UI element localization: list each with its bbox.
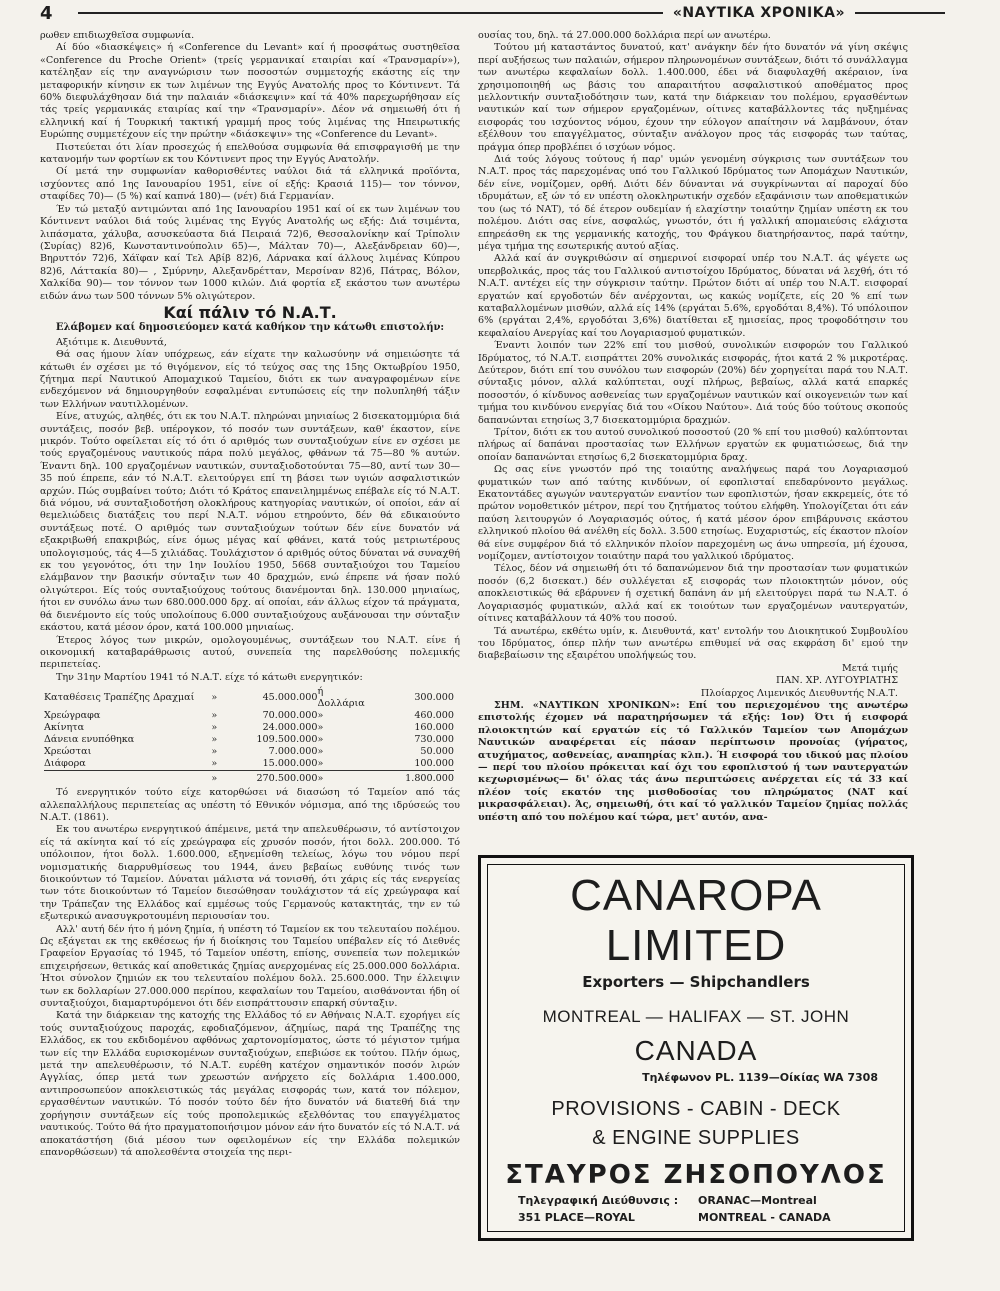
intro-paragraph: ρωθεν επιδιωχθεϊσα συμφωνία. <box>40 30 195 41</box>
body-paragraph: Κατά την διάρκειαν της κατοχής της Ελλάδος τό εν Αθήναις Ν.Α.Τ. εχορήγει είς τούς συνταξιούχους παροχάς, εφοδιαζόμενον, άζημίως, παρά της Τραπέζης της Ελλάδος, εκ του εκδιδομένου αφθόνως χαρτονομίσματος, ώστε τό μέγιστον τμήμα των είς την Ελλάδα ευρισκομένων συνταξιούχων, επεβιώσε εκ τούτου. Πλήν όμως, μετά την απελευθέρωσιν, τό Ν.Α.Τ. ευρέθη κατέχον σημαντικόν ποσόν λιρών Αγγλίας, όπερ μετά των χρεωστών ανήρχετο είς δολλάρια 1.400.000, αντιπροσωπεύον αποκλειστικώς τάς μεγάλας εισφοράς των, κατά τον πόλεμον, εργασθέντων ναυτικών. Τό ποσόν τούτο δέν ήτο δυνατόν νά διατεθή διά την χορήγησιν συντάξεων είς τούς προπολεμικώς εξελθόντας του επαγγέλματος ναυτικούς. Τούτο θά ήτο πραγματοποιήσιμον μόνον εάν ήτο δυνατόν είς τό Ν.Α.Τ. νά αποκατάστήση (διά μέσου των οφειλομένων είς την Ελλάδα πολεμικών επανορθώσεων) τά απολεσθέντα στοιχεία της περι- <box>40 1010 460 1158</box>
intro-paragraph: Αί δύο «διασκέψεις» ή «Conference du Levant» καί ή προσφάτως συστηθεϊσα «Conference du Proche Orient» (τρείς γερμανικαί εταιρίαι καί «Τρανσμαρίν»), κατέληξαν είς την αναγνώρισιν των ποσοστών συμμετοχής εκάστης είς την μεταφορικήν κίνησιν εκ των λιμένων της Εγγύς Ανατολής προς το Κόντινεντ. Τά 60% διεφυλάχθησαν διά την παλαιάν «διάσκεψιν» καί τά 40% παρεχωρήθησαν είς τάς τρείς γερμανικάς εταιρίας καί την «Τρανσμαρίν». Δέον νά σημειωθή ότι ή ελληνική καί ή Τουρκική τακτική γραμμή προς τούς λιμένας της Ηπειρωτικής Ευρώπης συμμετέχουν είς την πρώτην «διάσκεψιν» της «Conference du Levant». <box>40 42 460 141</box>
signer-name: ΠΑΝ. ΧΡ. ΛΥΓΟΥΡΙΑΤΗΣ <box>775 675 898 687</box>
table-row: Καταθέσεις Τραπέζης Δραχμαί » 45.000.000 ή Δολλάρια 300.000 <box>44 686 454 710</box>
intro-paragraph: Έν τώ μεταξύ αντιμώνται από 1ης Ιανουαρίου 1951 καί οί εκ των λιμένων του Κόντινεντ ναύλοι διά τούς λιμένας της Εγγύς Ανατολής ως εξής: Διά τσιμέντα, λιπάσματα, χάλυβα, ασυσκεύαστα διά Πειραιά 72)6, Θεσσαλονίκην καί Τρίπολιν (Συρίας) 82)6, Κωνσταντινούπολιν 65)—, Μάλταν 70)—, Αλεξάνδρειαν 60)—, Βηρυττόν 72)6, Χάϊφαν καί Τελ Αβίβ 82)6, Λάρνακα καί άλλους λιμένας Κύπρου 82)6, Λάττακία 80)— , Σμύρνην, Αλεξανδρέτταν, Μερσίναν 82)6, Πάτρας, Βόλον, Χαλκίδα 90)— τον τόννον των 1000 κιλών. Διά φορτία εξ εκάστου των ανωτέρω ειδών άνω των 500 τόννων 5% ολιγώτερον. <box>40 203 460 302</box>
ad-telegraph <box>518 1194 904 1207</box>
ad-owner: ΣΤΑΥΡΟΣ ΖΗΣΟΠΟΥΛΟΣ <box>505 1160 887 1190</box>
editor-note: ΣΗΜ. «ΝΑΥΤΙΚΩΝ ΧΡΟΝΙΚΩΝ»: Επί του περιεχομένου της ανωτέρω επιστολής έχομεν νά παρατηρήσωμεν τά εξής: 1ον) Ότι ή εισφορά πλοιοκτητών καί εργατών είς τό Γαλλικόν Ταμείον των Απομάχων Ναυτικών αναφέρεται είς πάσαν περίπτωσιν προνοίας (γήρατος, ατυχήματος, ασθενείας, αναπηρίας κλπ.). Ή εισφορά του ιδικού μας πλοίου — περί του πλοίου πρόκειται καί όχι του εφοπλιστού ή των ναυτεργατών κεχωρισμένως— δι' όλας τάς άνω περιπτώσεις ανέρχεται είς τά 33 καί πλέον τοίς εκατόν της μισθοδοσίας του πληρώματος (ΝΑΤ καί μικρασφάλειαι). Άς, σημειωθή, ότι καί τό γαλλικόν Ταμείον ζημίας πολλάς υπέστη από του πολέμου καί τώρα, μετ' αυτόν, ανα- <box>478 699 908 823</box>
body-paragraph: Τούτου μή καταστάντος δυνατού, κατ' ανάγκην δέν ήτο δυνατόν νά γίνη σκέψις περί αυξήσεως των παλαιών, σήμερον πληρωνομένων συντάξεων, διότι τό συνάλλαγμα των ανωτέρω κεφαλαίων δολλ. 1.400.000, έδει νά διαφυλαχθή ακέραιον, ίνα χρησιμοποιηθή ως βάσις του απαραιτήτου ασφαλιστικού αποθέματος προς μελλοντικήν συνταξιοδότησιν των, κατά την διάρκειαν του πολέμου, εργασθέντων ναυτικών καί των σήμερον εργαζομένων, οίτινες καταβάλλοντες τάς ηυξημένας εισφοράς του ισχύοντος νόμου, έχουν την εύλογον απαίτησιν νά λαμβάνουν, όταν εξέλθουν του επαγγέλματος, σύνταξιν ανάλογον προς τάς εισφοράς των ταύτας, πράγμα όπερ προβλέπει ό ισχύων νόμος. <box>478 42 908 153</box>
body-paragraph: Εκ του ανωτέρω ενεργητικού άπέμεινε, μετά την απελευθέρωσιν, τό αντίστοιχον είς τά ακίνητα καί τό είς χρεώγραφα είς χρυσόν ποσόν, ήτοι δολλ. 200.000. Τό υπόλοιπον, ήτοι δολλ. 1.600.000, εξηνεμίσθη τελείως, λόγω του νόμου περί νομισματικής διαρρυθμίσεως του 1944, άνευ βεβαίως ευθύνης τινός των διοικούντων τό Ταμείον. Δύναται μάλιστα νά τονισθή, ότι χάρις είς τάς ενεργείας των τότε διοικούντων τό Ταμείον διεσώθησαν τουλάχιστον τά είς χρεώγραφα καί την Τράπεζαν της Ελλάδος καί εμμέσως τούς Γερμανούς κατακτητάς, την εν τώ εξωτερικώ ανασυγκροτουμένη περιουσίαν του. <box>40 824 460 923</box>
canaropa-advertisement <box>478 855 914 1241</box>
body-paragraph: Είνε, ατυχώς, αληθές, ότι εκ του Ν.Α.Τ. πληρώναι μηνιαίως 2 δισεκατομμύρια διά συντάξεις, ποσόν βεβ. υπέρογκον, τό ποσόν των συντάξεων, καθ' έκαστον, είνε μικρόν. Τούτο οφείλεται είς τό ότι ό αριθμός των συνταξιούχων είνε εν σχέσει με τούς εργαζομένους ναυτικούς πάρα πολύ μεγάλος, φθάνων τά 75—80 % αυτών. Έναντι δηλ. 100 εργαζομένων ναυτικών, συνταξιοδοτούνται 75—80, αντί των 30—35 πού έπρεπε, εάν τό Ν.Α.Τ. ελειτούργει επί τη βάσει των υγιών ασφαλιστικών αρχών. Πώς συμβαίνει τούτο; Διότι τό Κράτος επανειλημμένως επέβαλε είς τό Ν.Α.Τ. διά νόμου, νά συνταξιοδοτήση ολοκλήρους κατηγορίας ναυτικών, οί οποίοι, εάν αί θεμελιώδεις διατάξεις του περί Ν.Α.Τ. νόμου ετηρούντο, δέν θά εδικαιούντο συντάξεως ποτέ. Ο αριθμός των συνταξιούχων τούτων δέν είνε δυνατόν νά εξακριβωθή επακριβώς, είνε όμως μέγας καί φθάνει, κατά τούς μετριωτέρους υπολογισμούς, τάς 4—5 χιλιάδας. Τουλάχιστον ό αριθμός ούτος δύναται νά συναχθή εκ του γεγονότος, ότι την 1ην Ιουλίου 1950, 5668 συνταξιούχοι του Ταμείου ελάμβανον την βασικήν σύνταξιν των 40 δραχμών, ενώ έπρεπε νά ήσαν πολύ ολιγώτεροι. Είς τούς συνταξιούχους τούτους διανέμονται δηλ. 130.000 μηνιαίως, ήτοι εν συνόλω άνω των 680.000.000 δρχ. αί οποίαι, εάν άλλως είχον τά πράγματα, θά διενέμοντο είς τούς υπολοίπους 6.000 συνταξιούχους αυξάνουσαι την σύνταξιν εκάστου, κατά μέσον όρον, κατά 100.000 μηνιαίως. <box>40 411 460 634</box>
header-rule-right <box>855 12 945 14</box>
body-paragraph: Θά σας ήμουν λίαν υπόχρεως, εάν είχατε την καλωσύνην νά σημειώσητε τά κάτωθι έν σχέσει με τό θιγόμενον, είς τό τεύχος σας της 15ης Οκτωβρίου 1950, ζήτημα περί Ναυτικού Απομαχικού Ταμείου, διότι εκ των αναγραφομένων είνε ενδεχόμενον νά δημιουργηθούν εσφαλμέναι εντυπώσεις είς την πολυπληθή τάξιν των Ελλήνων ναυτιλλομένων. <box>40 349 460 410</box>
page-header <box>40 0 955 26</box>
ad-tagline: Exporters — Shipchandlers <box>582 973 810 991</box>
intro-paragraph: Οί μετά την συμφωνίαν καθορισθέντες ναύλοι διά τά ελληνικά προϊόντα, ισχύοντες από 1ης Ιανουαρίου 1951, είνε οί εξής: Κρασιά 115)— τον τόννον, σταφίδες 70)— (5 %) καί καπνά 180)— (νέτ) διά Γερμανίαν. <box>40 166 460 203</box>
header-rule <box>78 12 663 14</box>
body-paragraph: Τρίτον, διότι εκ του αυτού συνολικού ποσοστού (20 % επί του μισθού) καλύπτονται πλήρως αί δαπάναι προστασίας των Ελλήνων εργατών εκ φυματιώσεως, διά την οποίαν δαπανώνται ετησίως 6,2 δισεκατομμύρια δραχ. <box>478 427 908 463</box>
masthead: «ΝΑΥΤΙΚΑ ΧΡΟΝΙΚΑ» <box>672 5 845 21</box>
body-paragraph: Τό ενεργητικόν τούτο είχε κατορθώσει νά διασώση τό Ταμείον από τάς αλλεπαλλήλους περιπετείας ας υπέστη τό Εθνικόν νόμισμα, από της ιδρύσεώς του Ν.Α.Τ. (1861). <box>40 787 460 823</box>
body-paragraph: ουσίας του, δηλ. τά 27.000.000 δολλάρια περί ων ανωτέρω. <box>478 30 771 41</box>
closing: Μετά τιμής <box>841 662 898 674</box>
body-paragraph: Τά ανωτέρω, εκθέτω υμίν, κ. Διευθυντά, κατ' εντολήν του Διοικητικού Συμβουλίου του Ιδρύματος, όπερ πλήν των ανωτέρω επιθυμεί νά σας εκφράση δι' εμού την διαβεβαίωσιν της εξαιρέτου υπολήψεώς του. <box>478 625 908 662</box>
ad-telegraph-label: Τηλεγραφική Διεύθυνσις : <box>518 1194 679 1207</box>
ad-address-label: 351 PLACE—ROYAL <box>518 1211 635 1224</box>
body-paragraph: Ως σας είνε γνωστόν πρό της τοιαύτης αναλήψεως παρά του Λογαριασμού φυματικών των από ταύτης κινδύνων, οί εφοπλισταί επεδαρύνοντο μεγάλως. Εκατοντάδες αγωγών ναυτεργατών εναντίον των εφοπλιστών, ήσαν εκκρεμείς, ότε τό πρώτον νομοθετικόν μέτρον, περί του ζητήματος τούτου ελήφθη. Υπολογίζεται ότι εάν παύση λειτουργών ό Λογαριασμός ούτος, ή κατά μέσον όρον επιβάρυνσις εκάστου ελληνικού πλοίου θά ανέλθη είς δολλ. 3.500 ετησίως. Ευχαριστώς, είς έκαστον πλοίον θά είνε συμφέρον διά τό ελληνικόν πλοίον παρεχομένη ως άνω υπηρεσία, μή έχουσα, νομίζομεν, αντίστοιχον τοιαύτην παρά του γαλλικού ιδρύματος. <box>478 464 908 563</box>
ad-address-value: MONTREAL - CANADA <box>698 1211 831 1224</box>
body-paragraph: Την 31ην Μαρτίου 1941 τό Ν.Α.Τ. είχε τό κάτωθι ενεργητικόν: <box>56 671 363 683</box>
body-paragraph: Διά τούς λόγους τούτους ή παρ' υμών γενομένη σύγκρισις των συντάξεων του Ν.Α.Τ. προς τάς παρεχομένας υπό του Γαλλικού Ιδρύματος των Απομάχων Ναυτικών, δέν είνε, νομίζομεν, ορθή. Διότι δέν δύνανται νά συγκρίνωνται αί παροχαί δύο ιδρυμάτων, εξ ών τό εν υπέστη ολοκληρωτικήν σχεδόν εξαφάνισιν των αποθεματικών του (ως τό ΝΑΤ), τό δέ έτερον ουδεμίαν ή ελαχίστην τοιαύτην ζημίαν υπέστη εκ του πολέμου. Διότι σας είνε, ασφαλώς, γνωστόν, ότι ή γαλλική απομαιεύσις ελάχιστα επηρεάσθη εκ της γερμανικής κατοχής, του Φράγκου διατηρήσαντος, παρά ταύτην, μέγα τμήμα της εσωτερικής αυτού αξίας. <box>478 154 908 252</box>
right-column <box>478 30 908 824</box>
table-row: Χρεώσται » 7.000.000 » 50.000 <box>44 746 454 758</box>
section-title: Καί πάλιν τό Ν.Α.Τ. <box>163 302 337 322</box>
assets-table <box>44 686 454 785</box>
ad-frame <box>487 864 905 1232</box>
ad-cities: MONTREAL — HALIFAX — ST. JOHN <box>542 1007 850 1026</box>
body-paragraph: Έτερος λόγος των μικρών, ομολογουμένως, συντάξεων του Ν.Α.Τ. είνε ή οικονομική καταβαράθρωσις αυτού, συνεπεία της παρελθούσης πολεμικής περιπετείας. <box>40 634 460 671</box>
page-number: 4 <box>40 2 53 24</box>
body-paragraph: Αλλά καί άν συγκριθώσιν αί σημερινοί εισφοραί υπέρ του Ν.Α.Τ. άς ψέγετε ως υπερβολικάς, προς τάς του Γαλλικού αντιστοίχου Ιδρύματος, δύναται νά λεχθή, ότι τό Ν.Α.Τ. αντέχει είς την σύγκρισιν ταύτην. Πρώτον διότι αί υπέρ του Ν.Α.Τ. εισφοραί εργατών καί εργοδοτών δέν ανέρχονται, ως κακώς νομίζετε, είς 20 % επί των καταβαλλομένων μισθών, αλλά είς 14% (εργάται 5.6%, εργοδόται 8,4%). Τό υπόλοιπον 6% (εργάται 2,4%, εργοδόται 3,6%) διατίθεται εξ ημισείας, προς τροφοδότησιν του κεφαλαίου Ανεργίας καί του Λογαριασμού φυματικών. <box>478 253 908 339</box>
table-row: Δάνεια ενυπόθηκα » 109.500.000 » 730.000 <box>44 734 454 746</box>
body-paragraph: Αλλ' αυτή δέν ήτο ή μόνη ζημία, ή υπέστη τό Ταμείον εκ του τελευταίου πολέμου. Ως εξάγεται εκ της εκθέσεως ήν ή διοίκησις του Ταμείου υπέβαλεν είς τό Διεθνές Γραφείον Εργασίας τό 1945, τό Ταμείον υπέστη, επίσης, συνεπεία των πολεμικών επιχειρήσεων, θετικάς καί αποθετικάς ζημίας ανερχομένας είς 25.000.000 δολλάρια. Ήτοι σύνολον ζημιών εκ του τελευταίου πολέμου δολλ. 25.600.000. Την έλλειψιν των εκ δολλαρίων 27.000.000 περίπου, κεφαλαίων του Ταμείου, αισθάνονται ήδη οί συνταξιούχοι, διαμαρτυρόμενοι ότι δέν εισπράττουσιν επαρκή σύνταξιν. <box>40 923 460 1010</box>
table-row: Ακίνητα » 24.000.000 » 160.000 <box>44 722 454 734</box>
ad-telegraph-value: ORANAC—Montreal <box>698 1194 817 1207</box>
ad-phone: Τηλέφωνον PL. 1139—Οίκίας WA 7308 <box>642 1071 878 1084</box>
table-total-row: » 270.500.000 » 1.800.000 <box>44 771 454 786</box>
body-paragraph: Τέλος, δέον νά σημειωθή ότι τό δαπανώμενον διά την προστασίαν των φυματικών ποσόν (6,2 δισεκατ.) δέν συλλέγεται εξ εισφοράς των πλοιοκτητών μόνον, ούς αποκλειστικώς θά εβάρυνεν ή σχετική δαπάνη άν μή ελειτούργει παρά τω Ν.Α.Τ. ό Λογαριασμός φυματικών, αλλά καί εκ τοιούτων των εργαζομένων ναυτεργατών, οίτινες καταβάλλουν τά 40% του ποσού. <box>478 563 908 625</box>
ad-country: CANADA <box>634 1035 758 1066</box>
ad-provisions: PROVISIONS - CABIN - DECK <box>551 1098 841 1120</box>
table-row: Διάφορα » 15.000.000 » 100.000 <box>44 758 454 770</box>
signer-title: Πλοίαρχος Λιμενικός Διευθυντής Ν.Α.Τ. <box>700 687 898 699</box>
table-row: Χρεώγραφα » 70.000.000 » 460.000 <box>44 710 454 722</box>
body-paragraph: Έναντι λοιπόν των 22% επί του μισθού, συνολικών εισφορών του Γαλλικού Ιδρύματος, τό Ν.Α.Τ. εισπράττει 20% συνολικάς εισφοράς, ήτοι κατά 2 % μικροτέρας. Δεύτερον, διότι επί του συνόλου των εισφορών (20%) δέν χορηγείται παρά του Ν.Α.Τ. σύνταξις μόνον, αλλά καλύπτεται, ουχί πλήρως, βεβαίως, αλλά κατά επαρκές ποσοστόν, ό κίνδυνος ασθενείας των εργαζομένων ναυτικών καί οικογενειών των καί τμήμα του κινδύνου ενεργίας διά του «Οίκου Ναύτου». Διά τούς δύο τούτους σκοπούς δαπανώνται ετησίως 3,7 δισεκατομμύρια δραχμών. <box>478 340 908 426</box>
left-column <box>40 30 460 1159</box>
ad-brand: CANAROPA LIMITED <box>570 871 822 970</box>
ad-address <box>518 1211 904 1224</box>
section-intro: Ελάβομεν καί δημοσιεύομεν κατά καθήκον την κάτωθι επιστολήν: <box>55 322 445 334</box>
salutation: Αξιότιμε κ. Διευθυντά, <box>56 336 167 348</box>
ad-engine-supplies: & ENGINE SUPPLIES <box>592 1127 800 1149</box>
intro-paragraph: Πιστεύεται ότι λίαν προσεχώς ή επελθούσα συμφωνία θά επισφραγισθή με την κατανομήν των φορτίων εκ του Κόντινεντ προς την Εγγύς Ανατολήν. <box>40 141 460 166</box>
